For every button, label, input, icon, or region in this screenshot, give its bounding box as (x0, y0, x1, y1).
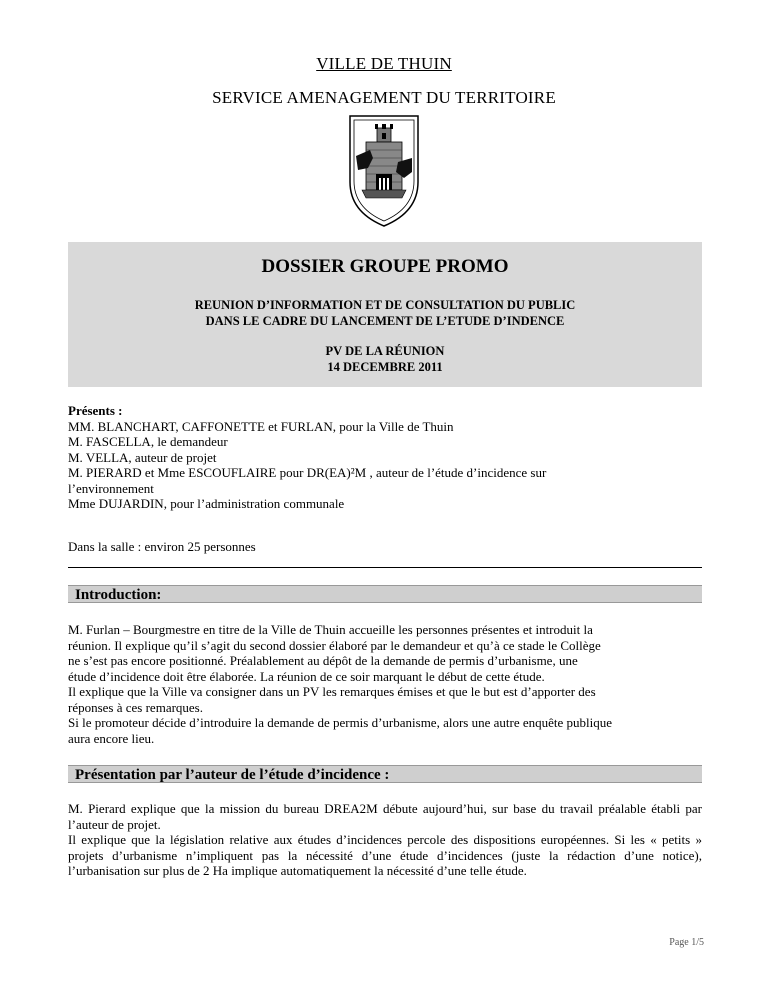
introduction-text (68, 622, 702, 746)
page-number: Page 1/5 (669, 937, 704, 948)
town-name: VILLE DE THUIN (316, 54, 452, 73)
paragraph-line: étude d’incidence doit être élaborée. La réunion de ce soir marquant le début de cette étude. (68, 668, 545, 684)
audience-count: Dans la salle : environ 25 personnes (68, 539, 256, 554)
introduction-heading: Introduction: (68, 585, 702, 603)
paragraph: M. Pierard explique que la mission du bureau DREA2M débute aujourd’hui, sur base du travail préalable établi par l’auteur de projet. (68, 801, 702, 832)
attendees-section (68, 403, 702, 512)
meeting-date: 14 DECEMBRE 2011 (327, 360, 443, 374)
paragraph-line: Il explique que la Ville va consigner dans un PV les remarques émises et que le but est d’apporter des (68, 684, 596, 699)
attendee-line: Mme DUJARDIN, pour l’administration communale (68, 496, 345, 511)
paragraph-line: réunion. Il explique qu’il s’agit du second dossier élaboré par le demandeur et qu’à ce stade le Collège (68, 637, 601, 653)
paragraph-line: réponses à ces remarques. (68, 699, 203, 715)
attendee-line: MM. BLANCHART, CAFFONETTE et FURLAN, pour la Ville de Thuin (68, 418, 454, 434)
presentation-heading: Présentation par l’auteur de l’étude d’incidence : (68, 765, 702, 783)
service-name: SERVICE AMENAGEMENT DU TERRITOIRE (212, 88, 556, 107)
subtitle-line-1: REUNION D’INFORMATION ET DE CONSULTATION DU PUBLIC (194, 298, 576, 312)
subtitle-line-2: DANS LE CADRE DU LANCEMENT DE L’ETUDE D’INDENCE (205, 314, 565, 328)
attendee-line: l’environnement (68, 480, 154, 496)
paragraph-line: ne s’est pas encore positionné. Préalablement au dépôt de la demande de permis d’urbanisme, une (68, 653, 578, 668)
section-divider (68, 567, 702, 568)
presentation-text (68, 801, 702, 879)
title-box (68, 242, 702, 387)
attendee-line: M. FASCELLA, le demandeur (68, 434, 228, 449)
thuin-coat-of-arms-icon (346, 112, 422, 230)
document-title: DOSSIER GROUPE PROMO (261, 256, 509, 277)
paragraph-line: Si le promoteur décide d’introduire la demande de permis d’urbanisme, alors une autre enquête publique (68, 715, 613, 730)
paragraph-line: M. Furlan – Bourgmestre en titre de la Ville de Thuin accueille les personnes présentes et introduit la (68, 622, 593, 637)
attendees-label: Présents : (68, 403, 123, 418)
pv-label: PV DE LA RÉUNION (325, 344, 445, 358)
attendee-line: M. VELLA, auteur de projet (68, 449, 217, 465)
paragraph-line: aura encore lieu. (68, 730, 155, 746)
paragraph: Il explique que la législation relative aux études d’incidences percole des dispositions européennes. Si les « petits » projets d’urbanisme n’impliquent pas la nécessité d’une étude d’incidences (juste la rédaction d’une notice), l’urbanisation sur plus de 2 Ha implique automatiquement la nécessité d’une telle étude. (68, 832, 702, 878)
attendee-line: M. PIERARD et Mme ESCOUFLAIRE pour DR(EA)²M , auteur de l’étude d’incidence sur (68, 465, 547, 480)
